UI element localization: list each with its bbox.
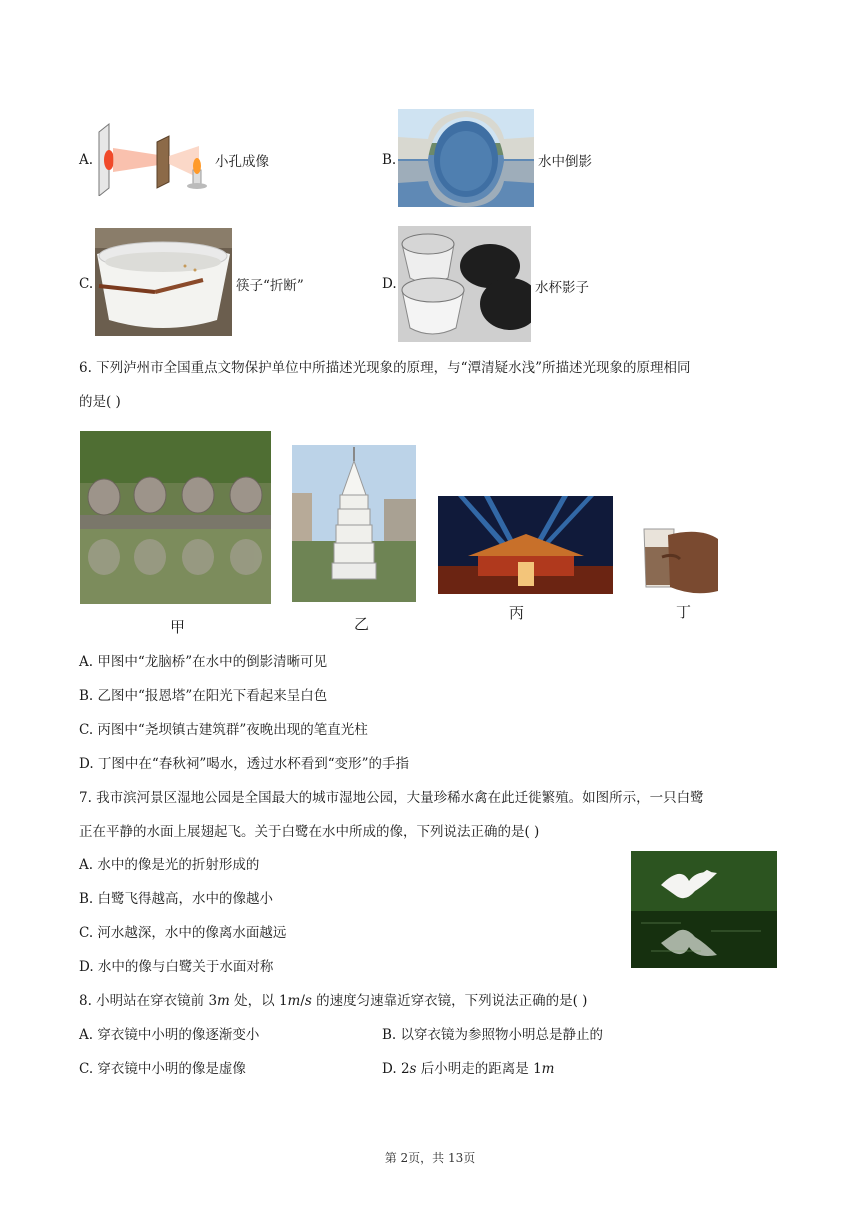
q5-option-a-letter: A. xyxy=(79,152,94,168)
q6-caption-bing: 丙 xyxy=(509,604,525,622)
q6-caption-yi: 乙 xyxy=(354,615,370,633)
q7-option-d: D. 水中的像与白鹭关于水面对称 xyxy=(79,959,274,975)
q8-option-b: B. 以穿衣镜为参照物小明总是静止的 xyxy=(382,1027,604,1043)
q6-stem-line-1: 6. 下列泸州市全国重点文物保护单位中所描述光现象的原理，与“潭清疑水浅”所描述光现象的原理相同 xyxy=(79,360,691,376)
q8-option-a: A. 穿衣镜中小明的像逐渐变小 xyxy=(79,1027,260,1043)
q5-option-b-letter: B. xyxy=(382,152,397,168)
q8-option-d-distance: 1𝑚 xyxy=(533,1061,555,1077)
longnao-bridge-image xyxy=(80,431,271,604)
q8-option-c: C. 穿衣镜中小明的像是虚像 xyxy=(79,1061,246,1077)
q5-option-d-letter: D. xyxy=(382,276,397,292)
q6-option-b: B. 乙图中“报恩塔”在阳光下看起来呈白色 xyxy=(79,688,328,704)
q8-stem-text-1: 8. 小明站在穿衣镜前 xyxy=(79,993,209,1009)
q8-option-d-text-2: 后小明走的距离是 xyxy=(416,1061,534,1077)
q6-option-c: C. 丙图中“尧坝镇古建筑群”夜晚出现的笔直光柱 xyxy=(79,722,368,738)
q6-caption-jia: 甲 xyxy=(170,618,186,636)
cup-shadow-image xyxy=(398,226,531,342)
q5-option-b-label: 水中倒影 xyxy=(538,154,592,170)
q8-stem-text-2: 处，以 xyxy=(229,993,279,1009)
q7-stem-line-2: 正在平静的水面上展翅起飞。关于白鹭在水中所成的像，下列说法正确的是( ) xyxy=(79,824,540,840)
baoen-pagoda-image xyxy=(292,445,416,602)
q8-option-d xyxy=(382,1059,554,1079)
q5-option-c-letter: C. xyxy=(79,276,94,292)
q8-stem-speed: 1𝑚/𝑠 xyxy=(278,993,312,1009)
q8-stem-distance: 3𝑚 xyxy=(208,993,230,1009)
yaoba-ancient-buildings-night-image xyxy=(438,496,613,594)
q8-stem-text-3: 的速度匀速靠近穿衣镜，下列说法正确的是( ) xyxy=(311,993,588,1009)
q5-option-a-label: 小孔成像 xyxy=(215,154,269,170)
q6-option-d: D. 丁图中在“春秋祠”喝水，透过水杯看到“变形”的手指 xyxy=(79,756,410,772)
q6-stem-line-2: 的是( ) xyxy=(79,394,121,410)
chopsticks-in-water-image xyxy=(95,228,232,336)
q8-stem xyxy=(79,991,587,1011)
page-footer: 第 2页，共 13页 xyxy=(384,1151,476,1165)
q7-option-a: A. 水中的像是光的折射形成的 xyxy=(79,857,260,873)
hand-holding-glass-image xyxy=(640,517,720,601)
water-reflection-bridge-image xyxy=(398,109,534,207)
q6-caption-ding: 丁 xyxy=(676,603,692,621)
q8-option-d-time: 2𝑠 xyxy=(400,1061,417,1077)
q5-option-c-label: 筷子“折断” xyxy=(236,278,304,294)
q6-option-a: A. 甲图中“龙脑桥”在水中的倒影清晰可见 xyxy=(79,654,328,670)
q7-option-b: B. 白鹭飞得越高，水中的像越小 xyxy=(79,891,274,907)
q7-option-c: C. 河水越深，水中的像离水面越远 xyxy=(79,925,287,941)
q5-option-d-label: 水杯影子 xyxy=(535,280,589,296)
pinhole-camera-image xyxy=(95,118,213,196)
q8-option-d-text-1: D. xyxy=(382,1061,401,1077)
q7-stem-line-1: 7. 我市滨河景区湿地公园是全国最大的城市湿地公园，大量珍稀水禽在此迁徙繁殖。如图所示，一只白鹭 xyxy=(79,790,704,806)
egret-over-water-image xyxy=(631,851,777,968)
